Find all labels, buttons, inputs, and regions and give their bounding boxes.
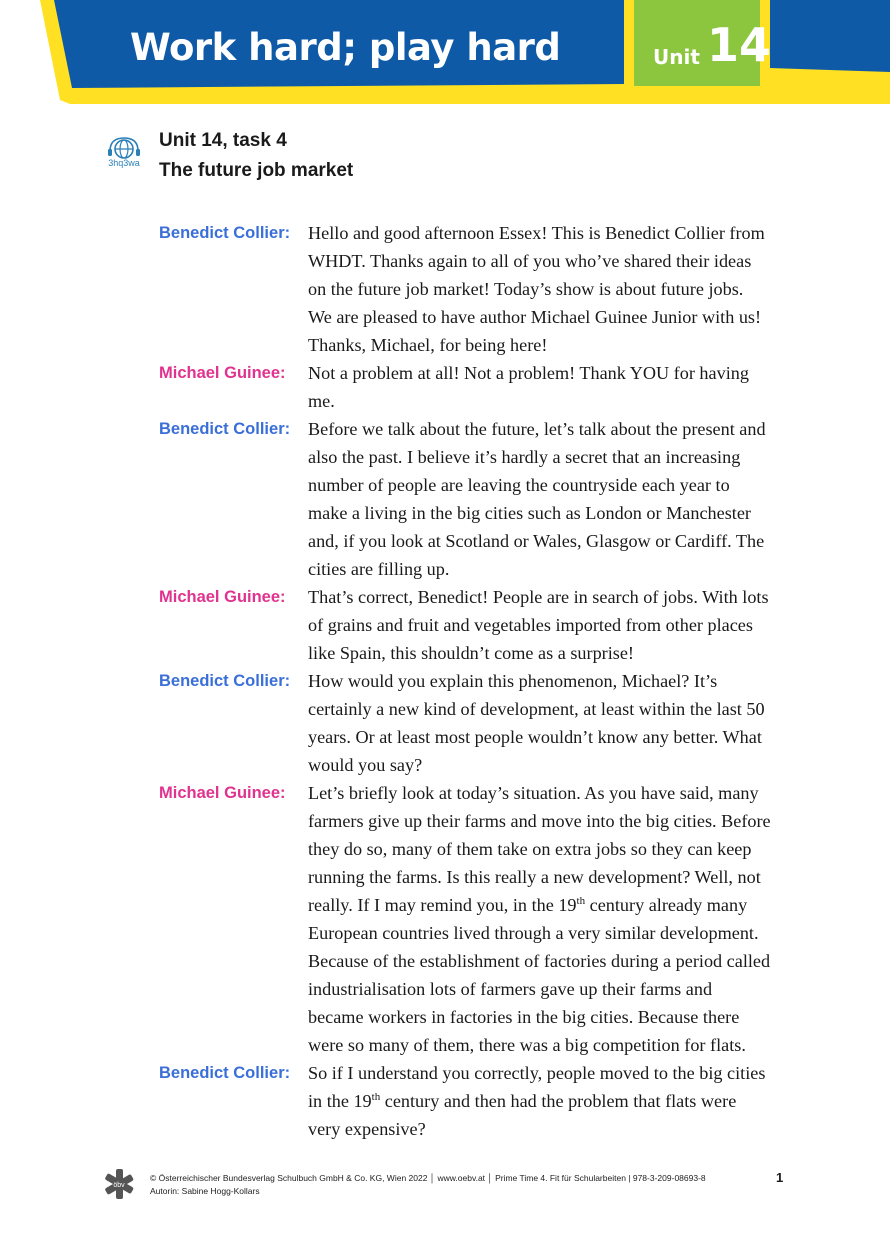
speech-line: me.: [308, 391, 335, 411]
speech-text: [308, 779, 788, 1059]
dialogue-transcript: [159, 219, 799, 1143]
speech-line: like Spain, this shouldn’t come as a surprise!: [308, 643, 634, 663]
speech-line: Thanks, Michael, for being here!: [308, 335, 548, 355]
speech-line: cities are filling up.: [308, 559, 450, 579]
speaker-name: Michael Guinee:: [159, 588, 286, 606]
publisher-logo-text: öbv: [113, 1182, 125, 1189]
speech-line: Before we talk about the future, let’s talk about the present and: [308, 419, 766, 439]
speech-line: became workers in factories in the big cities. Because there: [308, 1007, 740, 1027]
dialogue-turn: [159, 583, 799, 667]
speaker-name: Benedict Collier:: [159, 1064, 291, 1082]
speech-line: So if I understand you correctly, people moved to the big cities: [308, 1063, 766, 1083]
dialogue-turn: [159, 359, 799, 415]
unit-label: Unit: [653, 45, 700, 69]
speech-text: [308, 1059, 788, 1143]
task-subtitle: The future job market: [159, 160, 354, 181]
speech-line: running the farms. Is this really a new development? Well, not: [308, 867, 761, 887]
speech-line: number of people are leaving the countryside each year to: [308, 475, 730, 495]
speech-line: really. If I may remind you, in the 19th century already many: [308, 894, 748, 915]
speech-line: very expensive?: [308, 1119, 426, 1139]
speech-line: would you say?: [308, 755, 423, 775]
speech-text: [308, 667, 788, 779]
speech-line: they do so, many of them take on extra jobs so they can keep: [308, 839, 752, 859]
speech-line: also the past. I believe it’s hardly a secret that an increasing: [308, 447, 741, 467]
dialogue-turn: [159, 1059, 799, 1143]
speaker-name: Benedict Collier:: [159, 224, 291, 242]
dialogue-turn: [159, 779, 799, 1059]
task-title: Unit 14, task 4: [159, 130, 287, 151]
dialogue-turn: [159, 219, 799, 359]
speech-line: European countries lived through a very similar development.: [308, 923, 759, 943]
speech-line: We are pleased to have author Michael Guinee Junior with us!: [308, 307, 762, 327]
speech-line: and, if you look at Scotland or Wales, Glasgow or Cardiff. The: [308, 531, 765, 551]
speech-text: [308, 415, 788, 583]
footer-line-2: Autorin: Sabine Hogg-Kollars: [150, 1186, 260, 1196]
speech-line: Not a problem at all! Not a problem! Thank YOU for having: [308, 363, 749, 383]
footer-copyright: [150, 1172, 770, 1198]
speaker-name: Michael Guinee:: [159, 364, 286, 382]
speech-line: How would you explain this phenomenon, Michael? It’s: [308, 671, 718, 691]
speech-line: That’s correct, Benedict! People are in search of jobs. With lots: [308, 587, 769, 607]
page-number: 1: [776, 1170, 784, 1185]
speech-line: make a living in the big cities such as London or Manchester: [308, 503, 751, 523]
speech-line: of grains and fruit and vegetables imported from other places: [308, 615, 753, 635]
dialogue-turn: [159, 415, 799, 583]
speech-line: years. Or at least most people wouldn’t know any better. What: [308, 727, 762, 747]
speech-line: Because of the establishment of factories during a period called: [308, 951, 771, 971]
online-code[interactable]: 3hq3wa: [108, 158, 140, 168]
dialogue-turn: [159, 667, 799, 779]
speaker-name: Benedict Collier:: [159, 672, 291, 690]
speech-line: were so many of them, there was a big competition for flats.: [308, 1035, 746, 1055]
speech-line: Hello and good afternoon Essex! This is Benedict Collier from: [308, 223, 765, 243]
speaker-name: Michael Guinee:: [159, 784, 286, 802]
unit-number: 14: [707, 18, 772, 72]
speech-line: certainly a new kind of development, at least within the last 50: [308, 699, 765, 719]
speech-line: on the future job market! Today’s show is about future jobs.: [308, 279, 744, 299]
footer-line-1: © Österreichischer Bundesverlag Schulbuch GmbH & Co. KG, Wien 2022 │ www.oebv.at │ Prime Time 4. Fit für Schularbeiten | 978-3-209-08693-8: [150, 1173, 706, 1183]
page-title: Work hard; play hard: [130, 26, 561, 69]
speech-line: Let’s briefly look at today’s situation. As you have said, many: [308, 783, 759, 803]
publisher-logo-icon: [104, 1168, 134, 1200]
speech-text: [308, 219, 788, 359]
speech-line: WHDT. Thanks again to all of you who’ve shared their ideas: [308, 251, 752, 271]
speech-line: farmers give up their farms and move into the big cities. Before: [308, 811, 771, 831]
speech-line: in the 19th century and then had the problem that flats were: [308, 1090, 737, 1111]
speech-line: industrialisation lots of farmers gave up their farms and: [308, 979, 713, 999]
speech-text: [308, 359, 788, 415]
header-banner: [0, 0, 890, 104]
speech-text: [308, 583, 788, 667]
speaker-name: Benedict Collier:: [159, 420, 291, 438]
